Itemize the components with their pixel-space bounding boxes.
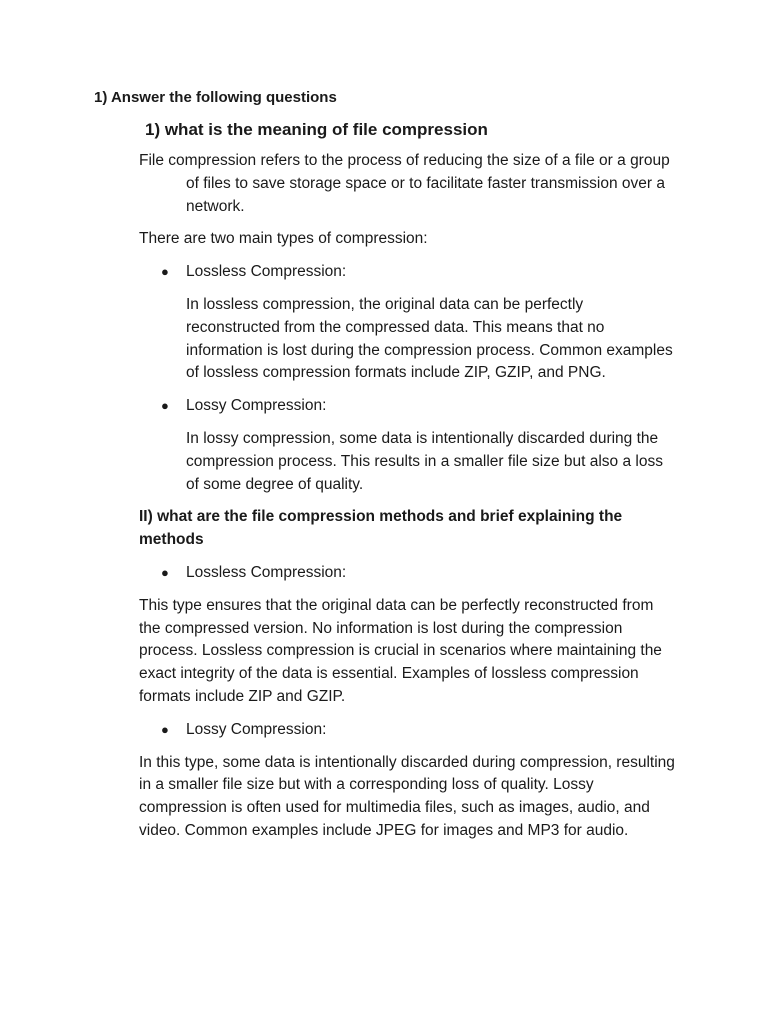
bullet-item-lossy-1 <box>139 395 679 418</box>
lossy-description-2: In this type, some data is intentionally discarded during compression, resulting in a smaller file size but with a corresponding loss of quality. Lossy compression is often used for multimedia files, such as images, audio, and video. Common examples include JPEG for images and MP3 for audio. <box>139 753 675 839</box>
bullet-label: Lossless Compression: <box>186 563 347 581</box>
question1-title: 1) what is the meaning of file compression <box>145 120 488 139</box>
lossy-description-1: In lossy compression, some data is intentionally discarded during the compression process. This results in a smaller file size but also a loss of some degree of quality. <box>186 429 663 493</box>
bullet-item-lossless-1 <box>139 261 679 284</box>
bullet-label: Lossy Compression: <box>186 720 327 738</box>
question2-title: II) what are the file compression methods and brief explaining the methods <box>139 508 623 549</box>
bullet-icon: ● <box>161 721 169 737</box>
document-body <box>139 150 679 853</box>
types-intro: There are two main types of compression: <box>139 230 428 248</box>
question1-intro: File compression refers to the process of reducing the size of a file or a group of files to save storage space or to facilitate faster transmission over a network. <box>139 152 670 215</box>
bullet-icon: ● <box>161 264 169 280</box>
bullet-item-lossy-2 <box>139 719 679 742</box>
lossless-description-2: This type ensures that the original data can be perfectly reconstructed from the compressed version. No information is lost during the compression process. Lossless compression is crucial in scenarios where maintaining the exact integrity of the data is essential. Examples of lossless compression formats include ZIP and GZIP. <box>139 596 662 705</box>
bullet-icon: ● <box>161 398 169 414</box>
bullet-icon: ● <box>161 564 169 580</box>
bullet-label: Lossy Compression: <box>186 397 327 415</box>
main-heading: 1) Answer the following questions <box>94 89 337 106</box>
lossless-description-1: In lossless compression, the original data can be perfectly reconstructed from the compressed data. This means that no information is lost during the compression process. Common examples of lossless compression formats include ZIP, GZIP, and PNG. <box>186 295 673 382</box>
bullet-label: Lossless Compression: <box>186 263 347 281</box>
bullet-item-lossless-2 <box>139 562 679 585</box>
